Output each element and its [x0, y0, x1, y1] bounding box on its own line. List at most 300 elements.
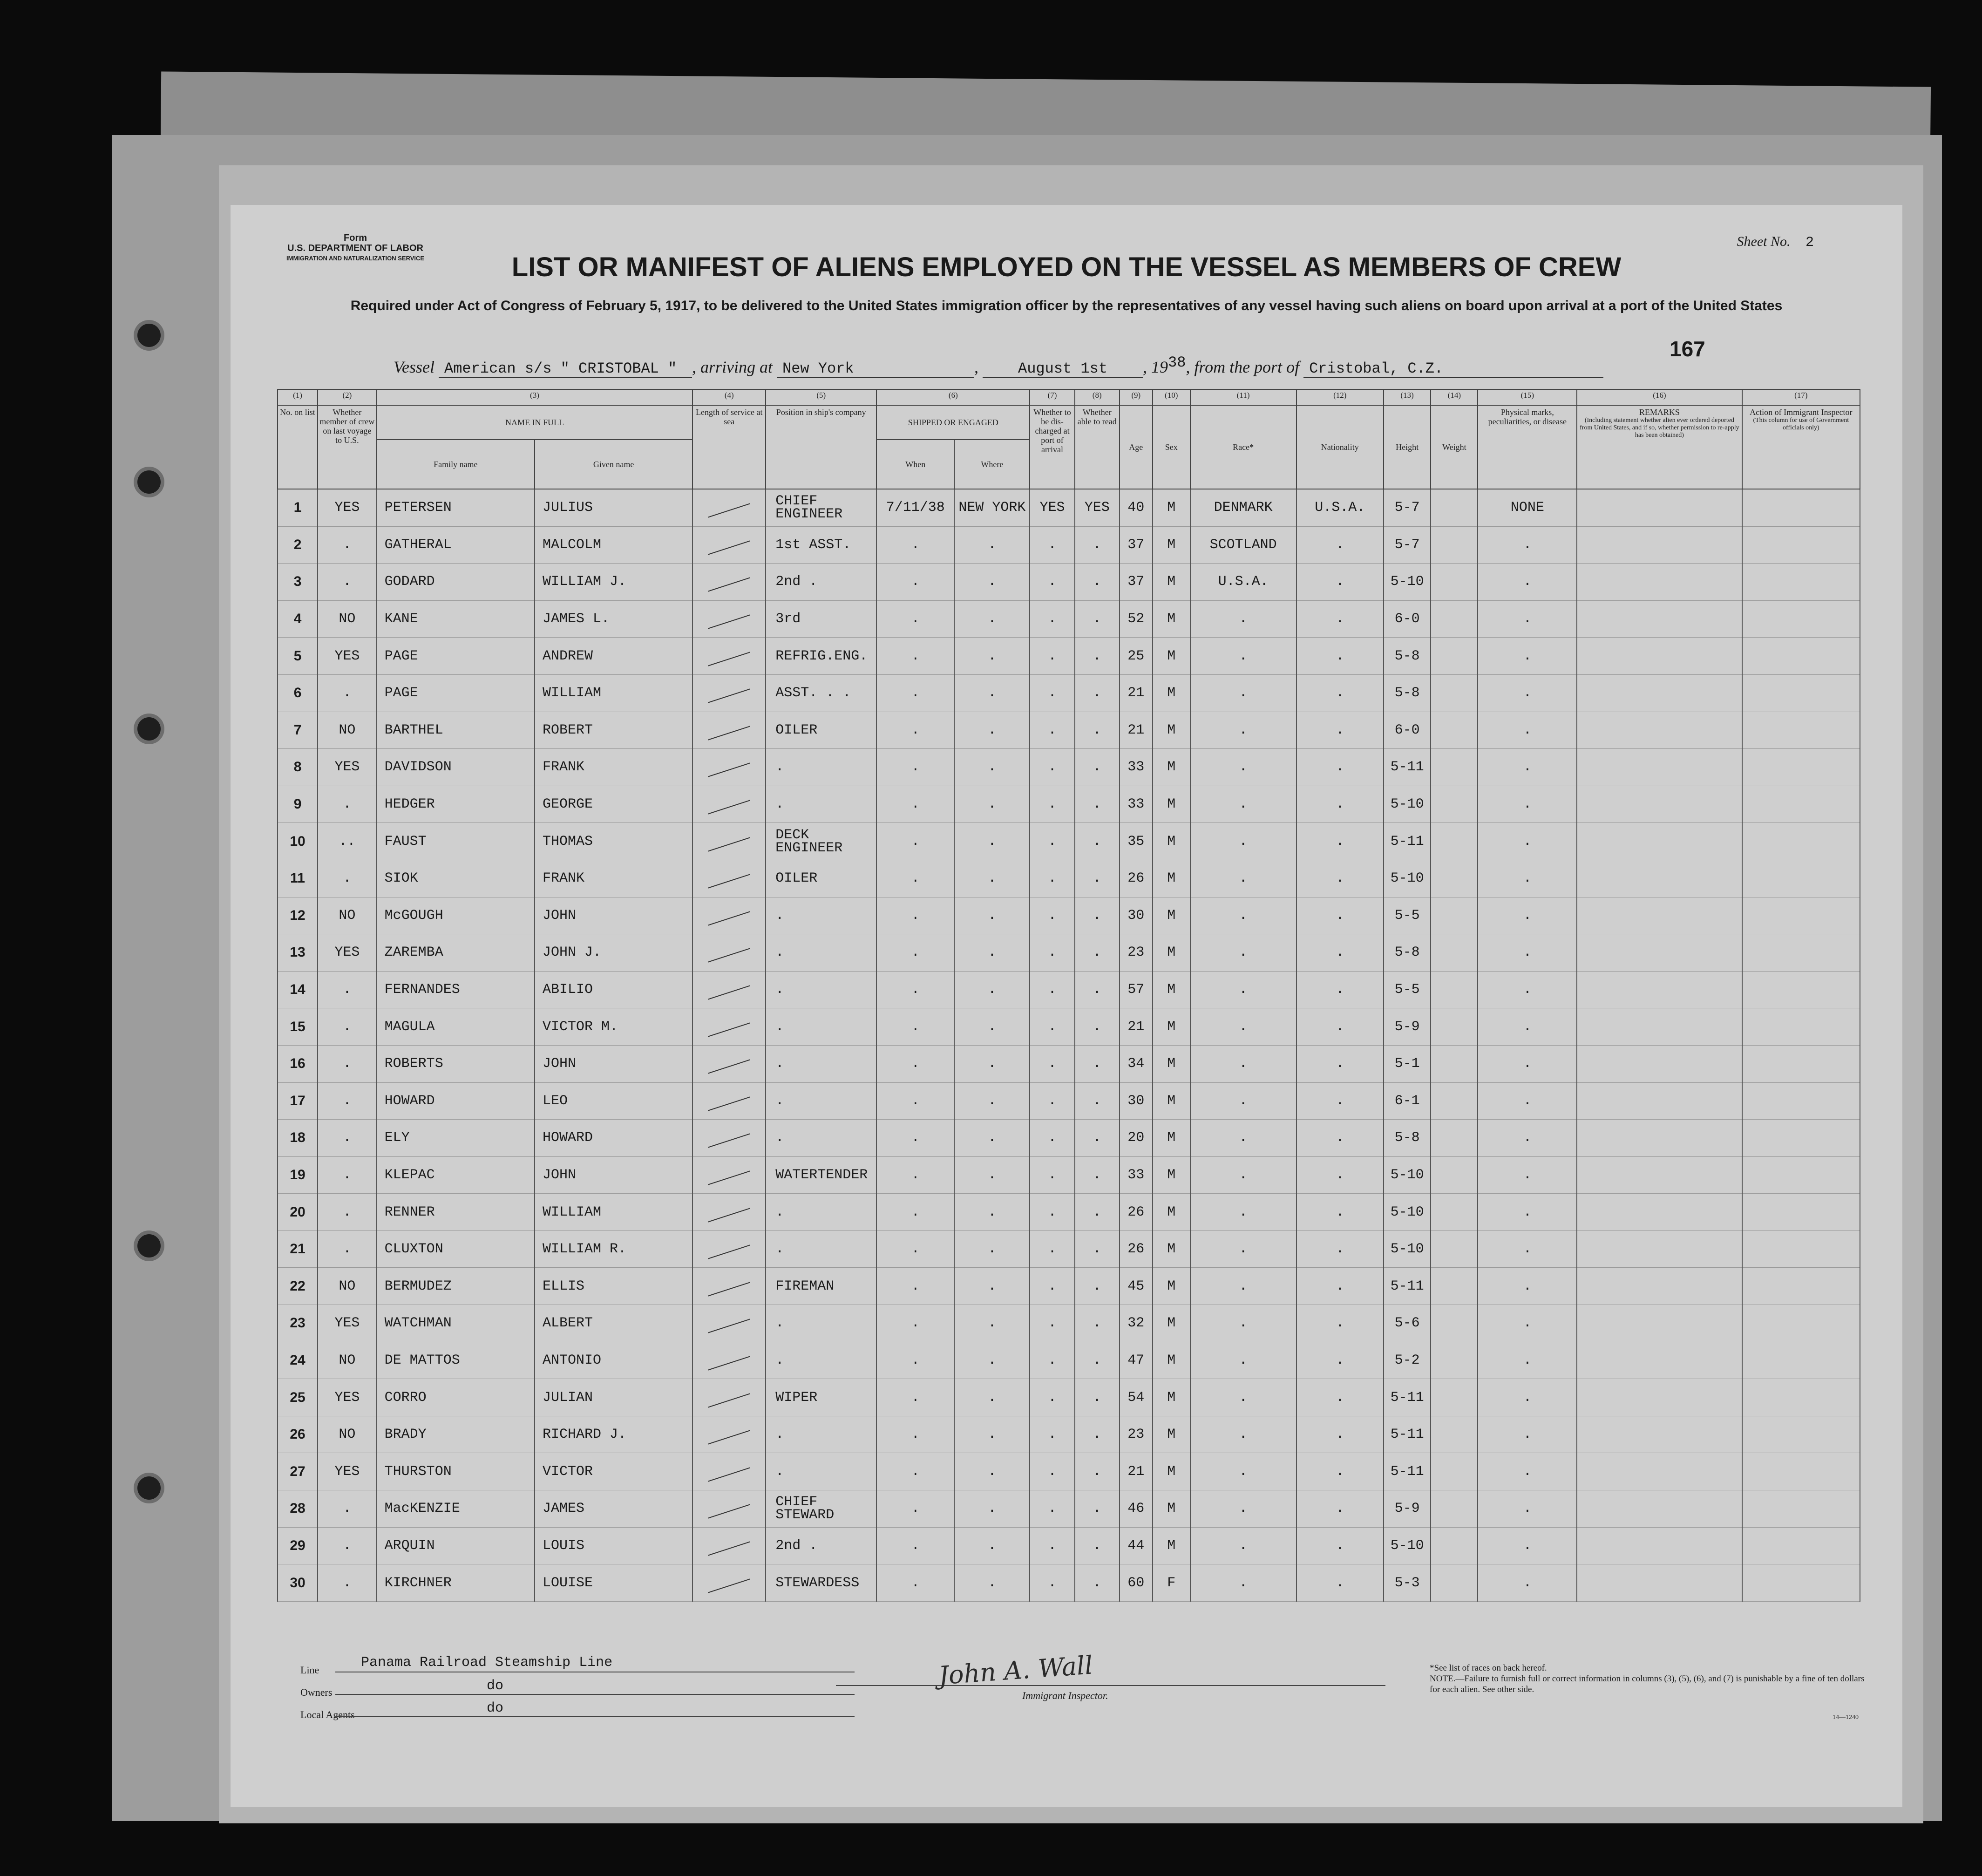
cell-where: . [954, 1564, 1030, 1602]
cell-sex: M [1153, 674, 1190, 712]
header-family-name: Family name [377, 440, 535, 489]
cell-remarks [1577, 1453, 1742, 1490]
cell-age: 44 [1120, 1527, 1153, 1564]
sheet-number-value: 2 [1805, 235, 1814, 251]
footer-note-penalty: NOTE.—Failure to furnish full or correct information in columns (3), (5), (6), and (7) is punishable by a fine of ten dollars for each alien. See other side. [1430, 1674, 1865, 1694]
cell-position: STEWARDESS [766, 1564, 876, 1602]
cell-age: 26 [1120, 860, 1153, 897]
cell-where: . [954, 1342, 1030, 1379]
cell-age: 40 [1120, 489, 1153, 526]
cell-action [1742, 600, 1860, 638]
cell-member: . [318, 1082, 377, 1120]
cell-nationality: . [1296, 1045, 1384, 1082]
table-row [278, 1564, 1860, 1602]
cell-race: . [1190, 1564, 1296, 1602]
cell-position: . [766, 934, 876, 972]
cell-sex: M [1153, 1120, 1190, 1157]
check-mark-icon [708, 1170, 750, 1185]
cell-action [1742, 1305, 1860, 1342]
cell-discharged: . [1030, 526, 1074, 564]
cell-nationality: . [1296, 749, 1384, 786]
cell-weight [1431, 971, 1478, 1008]
cell-position: . [766, 1305, 876, 1342]
cell-action [1742, 934, 1860, 972]
table-row [278, 1120, 1860, 1157]
cell-remarks [1577, 489, 1742, 526]
cell-height: 5-1 [1384, 1045, 1431, 1082]
cell-remarks [1577, 749, 1742, 786]
footer-line-row [300, 1656, 1837, 1678]
cell-no: 24 [278, 1342, 318, 1379]
cell-read: . [1075, 526, 1120, 564]
cell-action [1742, 1082, 1860, 1120]
cell-race: . [1190, 1156, 1296, 1194]
cell-position: 2nd . [766, 564, 876, 601]
cell-length-of-service [692, 897, 766, 934]
cell-physical: . [1478, 1082, 1577, 1120]
cell-age: 52 [1120, 600, 1153, 638]
cell-read: . [1075, 1305, 1120, 1342]
binder-hole [137, 324, 161, 347]
cell-position: . [766, 1194, 876, 1231]
cell-height: 6-0 [1384, 600, 1431, 638]
cell-when: . [876, 749, 954, 786]
cell-weight [1431, 1120, 1478, 1157]
cell-physical: . [1478, 1045, 1577, 1082]
cell-no: 11 [278, 860, 318, 897]
cell-sex: M [1153, 934, 1190, 972]
cell-when: . [876, 786, 954, 823]
cell-no: 10 [278, 823, 318, 860]
cell-member: . [318, 1527, 377, 1564]
table-row [278, 712, 1860, 749]
table-row [278, 971, 1860, 1008]
table-row [278, 1045, 1860, 1082]
header-sex: Sex [1153, 405, 1190, 489]
cell-discharged: . [1030, 1527, 1074, 1564]
cell-height: 5-10 [1384, 860, 1431, 897]
cell-where: . [954, 786, 1030, 823]
cell-member: .. [318, 823, 377, 860]
cell-when: . [876, 1194, 954, 1231]
cell-family: ELY [377, 1120, 535, 1157]
cell-nationality: . [1296, 1268, 1384, 1305]
cell-race: . [1190, 600, 1296, 638]
cell-read: . [1075, 1564, 1120, 1602]
cell-when: . [876, 1527, 954, 1564]
footer-agents-row [300, 1700, 1837, 1723]
cell-position: REFRIG.ENG. [766, 638, 876, 675]
column-number: (12) [1296, 389, 1384, 405]
cell-sex: M [1153, 860, 1190, 897]
cell-where: . [954, 600, 1030, 638]
cell-weight [1431, 897, 1478, 934]
cell-discharged: . [1030, 786, 1074, 823]
cell-race: . [1190, 1008, 1296, 1046]
cell-read: . [1075, 1416, 1120, 1453]
cell-age: 37 [1120, 564, 1153, 601]
cell-age: 30 [1120, 897, 1153, 934]
crew-table-body [278, 489, 1860, 1601]
cell-read: . [1075, 934, 1120, 972]
header-height: Height [1384, 405, 1431, 489]
table-row [278, 674, 1860, 712]
cell-sex: M [1153, 1045, 1190, 1082]
cell-nationality: . [1296, 712, 1384, 749]
vessel-name: American s/s " CRISTOBAL " [439, 360, 692, 378]
cell-physical: . [1478, 1268, 1577, 1305]
cell-height: 5-10 [1384, 1194, 1431, 1231]
cell-weight [1431, 1008, 1478, 1046]
column-number: (13) [1384, 389, 1431, 405]
check-mark-icon [708, 948, 750, 963]
cell-given: LOUIS [535, 1527, 692, 1564]
cell-nationality: . [1296, 1230, 1384, 1268]
cell-weight [1431, 564, 1478, 601]
cell-action [1742, 1453, 1860, 1490]
arrival-date: August 1st [983, 360, 1143, 378]
cell-discharged: . [1030, 712, 1074, 749]
cell-length-of-service [692, 638, 766, 675]
cell-length-of-service [692, 489, 766, 526]
cell-height: 5-5 [1384, 971, 1431, 1008]
cell-given: HOWARD [535, 1120, 692, 1157]
cell-age: 21 [1120, 674, 1153, 712]
stamped-page-number: 167 [1670, 337, 1705, 361]
cell-given: JULIAN [535, 1379, 692, 1416]
cell-physical: . [1478, 1416, 1577, 1453]
cell-length-of-service [692, 786, 766, 823]
cell-discharged: . [1030, 1342, 1074, 1379]
cell-age: 47 [1120, 1342, 1153, 1379]
form-label-line: Form [344, 233, 367, 243]
cell-when: . [876, 934, 954, 972]
table-row [278, 1527, 1860, 1564]
cell-length-of-service [692, 1490, 766, 1528]
cell-given: JOHN [535, 1156, 692, 1194]
cell-race: SCOTLAND [1190, 526, 1296, 564]
cell-remarks [1577, 1527, 1742, 1564]
check-mark-icon [708, 1134, 750, 1148]
cell-action [1742, 1194, 1860, 1231]
cell-physical: . [1478, 1305, 1577, 1342]
cell-family: McGOUGH [377, 897, 535, 934]
header-row [278, 405, 1860, 440]
cell-remarks [1577, 526, 1742, 564]
footer-owners-value: do [487, 1678, 504, 1694]
cell-given: LEO [535, 1082, 692, 1120]
cell-no: 26 [278, 1416, 318, 1453]
cell-position: . [766, 1082, 876, 1120]
cell-when: . [876, 897, 954, 934]
cell-nationality: . [1296, 1379, 1384, 1416]
cell-discharged: . [1030, 1082, 1074, 1120]
cell-family: WATCHMAN [377, 1305, 535, 1342]
cell-member: . [318, 1564, 377, 1602]
cell-remarks [1577, 897, 1742, 934]
cell-nationality: . [1296, 1008, 1384, 1046]
cell-race: . [1190, 860, 1296, 897]
check-mark-icon [708, 652, 750, 666]
cell-age: 26 [1120, 1230, 1153, 1268]
cell-given: MALCOLM [535, 526, 692, 564]
cell-no: 6 [278, 674, 318, 712]
cell-race: . [1190, 1194, 1296, 1231]
cell-length-of-service [692, 712, 766, 749]
cell-height: 5-10 [1384, 1230, 1431, 1268]
cell-age: 33 [1120, 1156, 1153, 1194]
cell-when: . [876, 1490, 954, 1528]
header-when: When [876, 440, 954, 489]
cell-where: . [954, 564, 1030, 601]
check-mark-icon [708, 1430, 750, 1445]
cell-race: . [1190, 1527, 1296, 1564]
cell-age: 57 [1120, 971, 1153, 1008]
cell-discharged: . [1030, 1045, 1074, 1082]
cell-physical: . [1478, 1230, 1577, 1268]
cell-sex: M [1153, 1490, 1190, 1528]
cell-no: 12 [278, 897, 318, 934]
sheet-number-label: Sheet No. [1737, 234, 1791, 249]
cell-family: KANE [377, 600, 535, 638]
signature-caption: Immigrant Inspector. [1022, 1690, 1108, 1701]
cell-nationality: . [1296, 934, 1384, 972]
table-row [278, 1379, 1860, 1416]
cell-height: 5-11 [1384, 1379, 1431, 1416]
cell-physical: . [1478, 1453, 1577, 1490]
cell-no: 16 [278, 1045, 318, 1082]
cell-discharged: . [1030, 1268, 1074, 1305]
cell-when: . [876, 1564, 954, 1602]
cell-discharged: . [1030, 934, 1074, 972]
cell-member: NO [318, 897, 377, 934]
cell-position: . [766, 1453, 876, 1490]
cell-when: . [876, 674, 954, 712]
cell-member: YES [318, 1305, 377, 1342]
check-mark-icon [708, 540, 750, 555]
cell-member: . [318, 860, 377, 897]
cell-height: 5-10 [1384, 1156, 1431, 1194]
cell-where: . [954, 1453, 1030, 1490]
cell-nationality: . [1296, 971, 1384, 1008]
cell-nationality: . [1296, 1342, 1384, 1379]
cell-height: 5-8 [1384, 638, 1431, 675]
column-number: (11) [1190, 389, 1296, 405]
inspector-signature: John A. Wall [937, 1650, 1094, 1691]
cell-weight [1431, 1194, 1478, 1231]
cell-physical: . [1478, 712, 1577, 749]
page-title: LIST OR MANIFEST OF ALIENS EMPLOYED ON THE VESSEL AS MEMBERS OF CREW [511, 252, 1622, 282]
cell-weight [1431, 1268, 1478, 1305]
cell-family: BRADY [377, 1416, 535, 1453]
cell-member: . [318, 1120, 377, 1157]
cell-family: RENNER [377, 1194, 535, 1231]
cell-physical: . [1478, 638, 1577, 675]
cell-age: 35 [1120, 823, 1153, 860]
cell-length-of-service [692, 1120, 766, 1157]
cell-age: 46 [1120, 1490, 1153, 1528]
header-remarks-title: REMARKS [1639, 408, 1680, 417]
cell-position: . [766, 971, 876, 1008]
cell-remarks [1577, 674, 1742, 712]
cell-height: 5-6 [1384, 1305, 1431, 1342]
binder-hole [137, 1476, 161, 1500]
cell-given: JOHN [535, 1045, 692, 1082]
cell-weight [1431, 1342, 1478, 1379]
cell-read: . [1075, 823, 1120, 860]
cell-when: . [876, 526, 954, 564]
cell-when: . [876, 860, 954, 897]
cell-remarks [1577, 1045, 1742, 1082]
form-label-line: U.S. DEPARTMENT OF LABOR [287, 243, 423, 253]
cell-no: 23 [278, 1305, 318, 1342]
page-subtitle: Required under Act of Congress of February 5, 1917, to be delivered to the United States immigration officer by the representatives of any vessel having such aliens on board upon arrival at a port of the United States [350, 298, 1783, 313]
cell-member: . [318, 1490, 377, 1528]
cell-action [1742, 749, 1860, 786]
cell-nationality: . [1296, 1082, 1384, 1120]
check-mark-icon [708, 1245, 750, 1259]
cell-action [1742, 1268, 1860, 1305]
cell-race: . [1190, 638, 1296, 675]
cell-where: . [954, 934, 1030, 972]
cell-position: . [766, 1045, 876, 1082]
cell-no: 29 [278, 1527, 318, 1564]
arriving-port: New York [777, 360, 974, 378]
cell-age: 23 [1120, 1416, 1153, 1453]
cell-sex: M [1153, 564, 1190, 601]
cell-sex: M [1153, 1230, 1190, 1268]
cell-where: . [954, 1008, 1030, 1046]
cell-nationality: . [1296, 1194, 1384, 1231]
cell-given: JULIUS [535, 489, 692, 526]
cell-action [1742, 1416, 1860, 1453]
check-mark-icon [708, 800, 750, 814]
check-mark-icon [708, 1467, 750, 1482]
binder-hole [137, 717, 161, 741]
check-mark-icon [708, 578, 750, 592]
cell-length-of-service [692, 1453, 766, 1490]
cell-where: . [954, 823, 1030, 860]
column-number: (4) [692, 389, 766, 405]
cell-where: . [954, 971, 1030, 1008]
cell-read: . [1075, 638, 1120, 675]
header-weight: Weight [1431, 405, 1478, 489]
cell-physical: . [1478, 897, 1577, 934]
cell-length-of-service [692, 823, 766, 860]
table-row [278, 1342, 1860, 1379]
column-number: (9) [1120, 389, 1153, 405]
cell-length-of-service [692, 1305, 766, 1342]
cell-height: 5-11 [1384, 1416, 1431, 1453]
cell-remarks [1577, 1082, 1742, 1120]
cell-position: . [766, 1120, 876, 1157]
cell-when: . [876, 1305, 954, 1342]
cell-no: 3 [278, 564, 318, 601]
check-mark-icon [708, 614, 750, 629]
cell-height: 5-8 [1384, 934, 1431, 972]
cell-sex: M [1153, 1268, 1190, 1305]
cell-family: CORRO [377, 1379, 535, 1416]
header-remarks [1577, 405, 1742, 489]
cell-given: JOHN [535, 897, 692, 934]
cell-no: 17 [278, 1082, 318, 1120]
footer-agents-label: Local Agents [300, 1709, 355, 1720]
check-mark-icon [708, 837, 750, 851]
cell-sex: M [1153, 1379, 1190, 1416]
cell-nationality: . [1296, 786, 1384, 823]
cell-no: 22 [278, 1268, 318, 1305]
cell-member: YES [318, 1453, 377, 1490]
cell-read: . [1075, 1156, 1120, 1194]
cell-sex: M [1153, 712, 1190, 749]
cell-weight [1431, 489, 1478, 526]
footer-line-label: Line [300, 1664, 319, 1676]
cell-nationality: . [1296, 526, 1384, 564]
cell-height: 6-0 [1384, 712, 1431, 749]
table-row [278, 749, 1860, 786]
cell-position: WIPER [766, 1379, 876, 1416]
cell-sex: M [1153, 823, 1190, 860]
cell-sex: M [1153, 526, 1190, 564]
cell-height: 5-3 [1384, 1564, 1431, 1602]
header-where: Where [954, 440, 1030, 489]
cell-remarks [1577, 1490, 1742, 1528]
crew-table [277, 389, 1860, 1602]
footer-rule [335, 1694, 855, 1695]
cell-action [1742, 823, 1860, 860]
cell-weight [1431, 786, 1478, 823]
cell-action [1742, 526, 1860, 564]
cell-physical: . [1478, 749, 1577, 786]
cell-family: PAGE [377, 638, 535, 675]
cell-position: FIREMAN [766, 1268, 876, 1305]
cell-family: PETERSEN [377, 489, 535, 526]
cell-no: 18 [278, 1120, 318, 1157]
cell-age: 37 [1120, 526, 1153, 564]
cell-sex: M [1153, 786, 1190, 823]
cell-nationality: . [1296, 1416, 1384, 1453]
cell-race: . [1190, 674, 1296, 712]
cell-race: . [1190, 1453, 1296, 1490]
cell-sex: M [1153, 1194, 1190, 1231]
cell-weight [1431, 712, 1478, 749]
cell-length-of-service [692, 600, 766, 638]
cell-member: NO [318, 600, 377, 638]
cell-discharged: . [1030, 1564, 1074, 1602]
cell-family: BARTHEL [377, 712, 535, 749]
cell-discharged: . [1030, 1120, 1074, 1157]
header-action [1742, 405, 1860, 489]
cell-when: . [876, 1045, 954, 1082]
cell-family: ROBERTS [377, 1045, 535, 1082]
cell-length-of-service [692, 1045, 766, 1082]
cell-sex: M [1153, 971, 1190, 1008]
cell-length-of-service [692, 674, 766, 712]
cell-discharged: . [1030, 860, 1074, 897]
cell-action [1742, 1120, 1860, 1157]
check-mark-icon [708, 1578, 750, 1593]
cell-sex: M [1153, 489, 1190, 526]
check-mark-icon [708, 874, 750, 889]
cell-position: 1st ASST. [766, 526, 876, 564]
cell-member: . [318, 526, 377, 564]
cell-when: . [876, 1008, 954, 1046]
cell-nationality: . [1296, 1305, 1384, 1342]
cell-action [1742, 1008, 1860, 1046]
cell-family: ARQUIN [377, 1527, 535, 1564]
header-no-on-list: No. on list [278, 405, 318, 489]
cell-physical: . [1478, 1008, 1577, 1046]
